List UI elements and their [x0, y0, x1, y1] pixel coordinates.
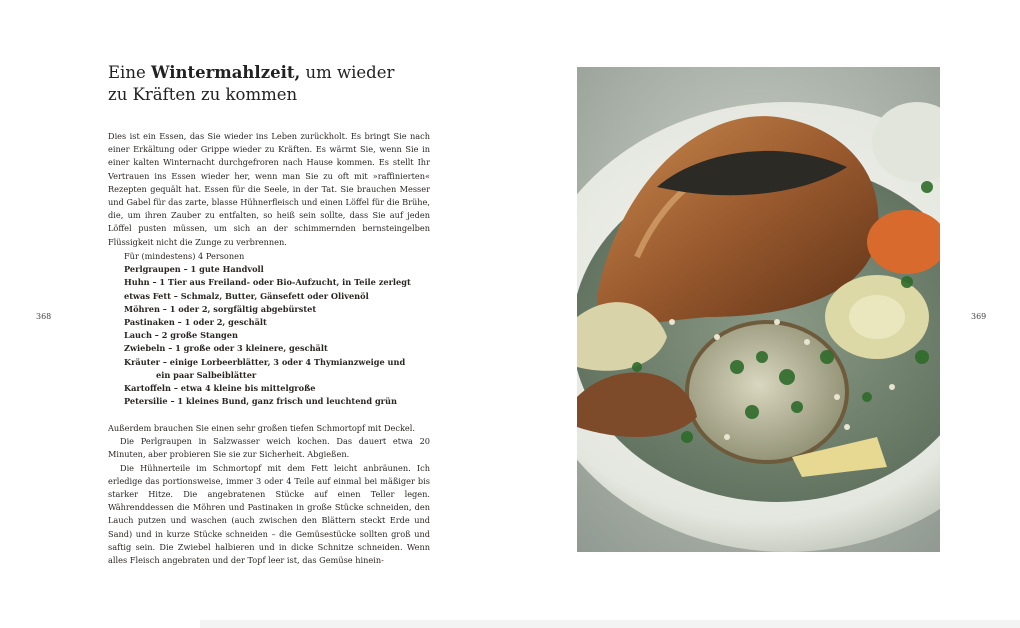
food-illustration — [577, 67, 940, 552]
method-paragraph: Die Hühnerteile im Schmortopf mit dem Fett leicht anbräunen. Ich erledige das portionsweise, immer 3 oder 4 Teile auf einmal bei mäßiger bis starker Hitze. Die angebratenen Stücke auf einen Teller legen. Währenddessen die Möhren und Pastinaken in große Stücke schneiden, den Lauch putzen und waschen (auch zwischen den Blättern steckt Erde und Sand) und in kurze Stücke schneiden – die Gemüsestücke sollten groß und saftig sein. Die Zwiebel halbieren und in dicke Schnitze schneiden. Wenn alles Fleisch angebraten und der Topf leer ist, das Gemüse hinein- — [108, 462, 430, 566]
dish-photo — [577, 67, 940, 552]
title-prefix: Eine — [108, 63, 151, 82]
title-line-2: zu Kräften zu kommen — [108, 85, 298, 104]
ingredient-item: Pastinaken – 1 oder 2, geschält — [124, 317, 267, 328]
ingredient-item: Zwiebeln – 1 große oder 3 kleinere, geschält — [124, 343, 328, 354]
recipe-title — [108, 62, 438, 106]
page-number-left: 368 — [36, 312, 52, 321]
ingredient-item: Huhn – 1 Tier aus Freiland- oder Bio-Aufzucht, in Teile zerlegt — [124, 277, 411, 288]
title-suffix: um wieder — [300, 63, 395, 82]
ingredient-item: Kräuter – einige Lorbeerblätter, 3 oder 4 Thymianzweige und — [124, 356, 406, 367]
ingredient-item: etwas Fett – Schmalz, Butter, Gänsefett oder Olivenöl — [124, 290, 369, 301]
intro-paragraph: Dies ist ein Essen, das Sie wieder ins Leben zurückholt. Es bringt Sie nach einer Erkältung oder Grippe wieder zu Kräften. Es wärmt Sie, wenn Sie in einer kalten Winternacht durchgefroren nach Hause kommen. Es stellt Ihr Vertrauen ins Essen wieder her, wenn man Sie zu oft mit »raffinierten« Rezepten gequält hat. Essen für die Seele, in der Tat. Sie brauchen Messer und Gabel für das zarte, blasse Hühnerfleisch und einen Löffel für die Brühe, die, um ihren Zauber zu entfalten, so heiß sein sollte, dass Sie auf jeden Löffel pusten müssen, um sich an der schimmernden bernsteingelben Flüssigkeit nicht die Zunge zu verbrennen. — [108, 131, 430, 247]
method-paragraph: Die Perlgraupen in Salzwasser weich kochen. Das dauert etwa 20 Minuten, aber probieren Sie sie zur Sicherheit. Abgießen. — [108, 436, 430, 460]
method-text — [108, 422, 430, 567]
bottom-shadow — [200, 620, 1020, 628]
ingredient-list — [124, 250, 434, 408]
ingredient-item-continuation: ein paar Salbeiblätter — [156, 369, 257, 380]
title-bold: Wintermahlzeit, — [150, 63, 301, 82]
page-number-right: 369 — [971, 312, 987, 321]
ingredient-item: Petersilie – 1 kleines Bund, ganz frisch und leuchtend grün — [124, 396, 397, 407]
leek-core — [849, 295, 905, 339]
ingredient-item: Lauch – 2 große Stangen — [124, 330, 238, 341]
servings: Für (mindestens) 4 Personen — [124, 251, 245, 261]
ingredient-item: Perlgraupen – 1 gute Handvoll — [124, 264, 264, 275]
ingredient-item: Kartoffeln – etwa 4 kleine bis mittelgroße — [124, 383, 316, 394]
ingredient-item: Möhren – 1 oder 2, sorgfältig abgebürstet — [124, 303, 317, 314]
method-paragraph: Außerdem brauchen Sie einen sehr großen tiefen Schmortopf mit Deckel. — [108, 423, 415, 433]
